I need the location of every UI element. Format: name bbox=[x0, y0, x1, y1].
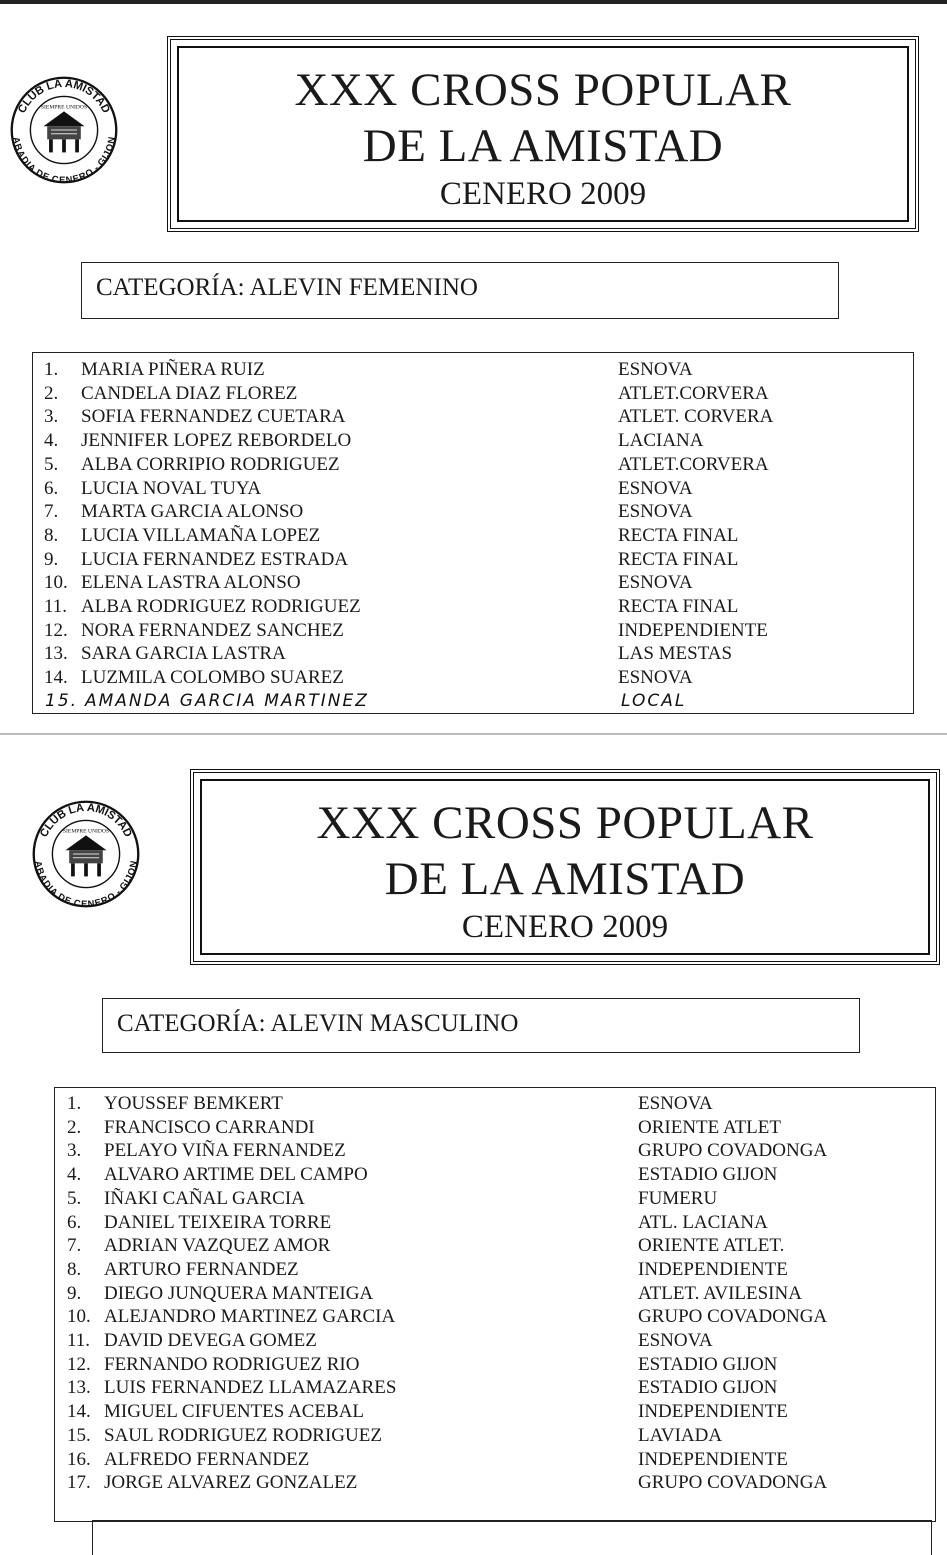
runner-name: ARTURO FERNANDEZ bbox=[104, 1258, 299, 1280]
club-name: FUMERU bbox=[638, 1187, 718, 1209]
list-item bbox=[55, 1376, 935, 1399]
runner-name: MARTA GARCIA ALONSO bbox=[81, 501, 304, 523]
club-name: ESNOVA bbox=[618, 667, 693, 689]
runner-name: CANDELA DIAZ FLOREZ bbox=[81, 382, 298, 404]
club-logo-seal bbox=[8, 74, 120, 186]
event-title-box bbox=[190, 769, 940, 965]
list-item bbox=[55, 1234, 935, 1257]
club-name: ATL. LACIANA bbox=[638, 1211, 768, 1233]
list-item bbox=[55, 1092, 935, 1115]
club-name: ORIENTE ATLET. bbox=[638, 1235, 785, 1257]
handwritten-list-item bbox=[33, 690, 913, 713]
club-name: ESNOVA bbox=[618, 572, 693, 594]
position-number: 9. bbox=[44, 548, 59, 570]
page-top-edge bbox=[0, 0, 947, 4]
list-item bbox=[33, 500, 913, 523]
runner-name: ALVARO ARTIME DEL CAMPO bbox=[104, 1164, 368, 1186]
logo-top-text: CLUB LA AMISTAD bbox=[16, 77, 112, 116]
position-number: 7. bbox=[44, 501, 59, 523]
position-number: 3. bbox=[44, 406, 59, 428]
runner-name: ALFREDO FERNANDEZ bbox=[104, 1448, 310, 1470]
event-title-line3: CENERO 2009 bbox=[461, 909, 669, 945]
category-label: CATEGORÍA: ALEVIN MASCULINO bbox=[117, 1010, 519, 1037]
position-number: 12. bbox=[44, 619, 68, 641]
club-name: ATLET. CORVERA bbox=[618, 406, 774, 428]
category-box bbox=[81, 262, 839, 319]
horreo-icon bbox=[30, 798, 142, 910]
position-number: 13. bbox=[67, 1377, 91, 1399]
page-separator bbox=[0, 733, 947, 735]
club-name: ATLET. AVILESINA bbox=[638, 1282, 802, 1304]
logo-bottom-text: ABADIA DE CENERO - GIJON bbox=[33, 860, 139, 910]
runner-name: IÑAKI CAÑAL GARCIA bbox=[104, 1187, 305, 1209]
event-title-line2: DE LA AMISTAD bbox=[362, 120, 724, 172]
club-name: ESTADIO GIJON bbox=[638, 1353, 778, 1375]
club-name: ORIENTE ATLET bbox=[638, 1116, 782, 1138]
runner-name: ALBA CORRIPIO RODRIGUEZ bbox=[81, 453, 340, 475]
position-number: 8. bbox=[44, 524, 59, 546]
position-number: 6. bbox=[44, 477, 59, 499]
position-number: 4. bbox=[67, 1164, 82, 1186]
logo-motto: SIEMPRE UNIDOS bbox=[62, 828, 110, 835]
list-item bbox=[55, 1400, 935, 1423]
list-item bbox=[55, 1329, 935, 1352]
runner-name: ALBA RODRIGUEZ RODRIGUEZ bbox=[81, 596, 361, 617]
club-name: ESNOVA bbox=[638, 1330, 713, 1351]
list-item bbox=[55, 1282, 935, 1305]
club-name: LAS MESTAS bbox=[618, 643, 733, 665]
club-name: ATLET.CORVERA bbox=[618, 382, 769, 404]
list-item bbox=[55, 1211, 935, 1234]
runner-name: LUCIA VILLAMAÑA LOPEZ bbox=[81, 524, 321, 546]
event-title-box bbox=[167, 36, 919, 232]
runner-name: LUZMILA COLOMBO SUAREZ bbox=[81, 667, 344, 689]
runner-name: ALEJANDRO MARTINEZ GARCIA bbox=[104, 1306, 396, 1328]
runner-name: ADRIAN VAZQUEZ AMOR bbox=[104, 1235, 331, 1257]
club-name: INDEPENDIENTE bbox=[638, 1401, 788, 1423]
runner-name: ELENA LASTRA ALONSO bbox=[81, 572, 301, 594]
position-number: 16. bbox=[67, 1448, 91, 1470]
next-section-box bbox=[92, 1520, 932, 1555]
event-title-line1: XXX CROSS POPULAR bbox=[316, 797, 814, 849]
club-name: GRUPO COVADONGA bbox=[638, 1472, 828, 1494]
club-name: ESTADIO GIJON bbox=[638, 1377, 778, 1399]
runner-name: DANIEL TEIXEIRA TORRE bbox=[104, 1211, 332, 1233]
club-name: RECTA FINAL bbox=[618, 596, 739, 617]
position-number: 10. bbox=[67, 1306, 91, 1328]
list-item bbox=[33, 642, 913, 665]
position-number: 8. bbox=[67, 1258, 82, 1280]
club-name: GRUPO COVADONGA bbox=[638, 1306, 828, 1328]
position-number: 7. bbox=[67, 1235, 82, 1257]
logo-bottom-text: ABADIA DE CENERO - GIJON bbox=[11, 136, 117, 186]
results-list bbox=[54, 1087, 936, 1522]
list-item bbox=[55, 1448, 935, 1471]
runner-name: JENNIFER LOPEZ REBORDELO bbox=[81, 430, 352, 452]
position-number: 13. bbox=[44, 643, 68, 665]
category-box bbox=[102, 998, 860, 1053]
position-number: 14. bbox=[67, 1401, 91, 1423]
position-number: 4. bbox=[44, 430, 59, 452]
position-number: 1. bbox=[67, 1093, 82, 1114]
runner-name: PELAYO VIÑA FERNANDEZ bbox=[104, 1140, 346, 1162]
club-name: RECTA FINAL bbox=[618, 548, 739, 570]
logo-top-text: CLUB LA AMISTAD bbox=[38, 801, 134, 840]
event-title-line3: CENERO 2009 bbox=[439, 176, 647, 212]
event-title-line2: DE LA AMISTAD bbox=[384, 853, 746, 905]
event-title-line1: XXX CROSS POPULAR bbox=[294, 64, 792, 116]
runner-name: LUCIA NOVAL TUYA bbox=[81, 477, 262, 499]
list-item bbox=[55, 1305, 935, 1328]
club-name: RECTA FINAL bbox=[618, 524, 739, 546]
runner-name: AMANDA GARCIA MARTINEZ bbox=[85, 690, 369, 711]
list-item bbox=[55, 1471, 935, 1494]
runner-name: DIEGO JUNQUERA MANTEIGA bbox=[104, 1282, 374, 1304]
runner-name: MIGUEL CIFUENTES ACEBAL bbox=[104, 1401, 365, 1423]
list-item bbox=[33, 477, 913, 500]
runner-name: SOFIA FERNANDEZ CUETARA bbox=[81, 406, 346, 428]
list-item bbox=[33, 595, 913, 618]
position-number: 5. bbox=[67, 1187, 82, 1209]
list-item bbox=[33, 666, 913, 689]
club-name: LACIANA bbox=[618, 430, 704, 452]
club-name: INDEPENDIENTE bbox=[638, 1448, 788, 1470]
club-name: ESNOVA bbox=[618, 501, 693, 523]
club-name: INDEPENDIENTE bbox=[638, 1258, 788, 1280]
position-number: 5. bbox=[44, 453, 59, 475]
runner-name: SARA GARCIA LASTRA bbox=[81, 643, 286, 665]
club-name: LAVIADA bbox=[638, 1424, 723, 1446]
position-number: 6. bbox=[67, 1211, 82, 1233]
position-number: 14. bbox=[44, 667, 68, 689]
position-number: 2. bbox=[67, 1116, 82, 1138]
list-item bbox=[33, 382, 913, 405]
club-name: ESNOVA bbox=[638, 1093, 713, 1114]
position-number: 3. bbox=[67, 1140, 82, 1162]
runner-name: DAVID DEVEGA GOMEZ bbox=[104, 1330, 317, 1351]
club-logo-seal bbox=[30, 798, 142, 910]
runner-name: JORGE ALVAREZ GONZALEZ bbox=[104, 1472, 358, 1494]
list-item bbox=[55, 1258, 935, 1281]
club-name: ATLET.CORVERA bbox=[618, 453, 769, 475]
position-number: 15. bbox=[45, 690, 79, 711]
runner-name: FRANCISCO CARRANDI bbox=[104, 1116, 315, 1138]
list-item bbox=[33, 429, 913, 452]
position-number: 1. bbox=[44, 359, 59, 380]
position-number: 11. bbox=[67, 1330, 91, 1351]
runner-name: YOUSSEF BEMKERT bbox=[104, 1093, 283, 1114]
list-item bbox=[55, 1353, 935, 1376]
club-name: INDEPENDIENTE bbox=[618, 619, 768, 641]
club-name: GRUPO COVADONGA bbox=[638, 1140, 828, 1162]
horreo-icon bbox=[8, 74, 120, 186]
list-item bbox=[55, 1139, 935, 1162]
runner-name: MARIA PIÑERA RUIZ bbox=[81, 359, 265, 380]
list-item bbox=[55, 1116, 935, 1139]
position-number: 11. bbox=[44, 596, 68, 617]
position-number: 10. bbox=[44, 572, 68, 594]
runner-name: LUCIA FERNANDEZ ESTRADA bbox=[81, 548, 349, 570]
list-item bbox=[33, 571, 913, 594]
list-item bbox=[33, 619, 913, 642]
position-number: 17. bbox=[67, 1472, 91, 1494]
list-item bbox=[33, 358, 913, 381]
position-number: 12. bbox=[67, 1353, 91, 1375]
list-item bbox=[55, 1163, 935, 1186]
runner-name: NORA FERNANDEZ SANCHEZ bbox=[81, 619, 344, 641]
list-item bbox=[33, 453, 913, 476]
club-name: ESTADIO GIJON bbox=[638, 1164, 778, 1186]
category-label: CATEGORÍA: ALEVIN FEMENINO bbox=[96, 274, 478, 301]
position-number: 15. bbox=[67, 1424, 91, 1446]
runner-name: LUIS FERNANDEZ LLAMAZARES bbox=[104, 1377, 397, 1399]
runner-name: SAUL RODRIGUEZ RODRIGUEZ bbox=[104, 1424, 382, 1446]
list-item bbox=[55, 1424, 935, 1447]
list-item bbox=[33, 405, 913, 428]
runner-name: FERNANDO RODRIGUEZ RIO bbox=[104, 1353, 360, 1375]
list-item bbox=[55, 1187, 935, 1210]
club-name: LOCAL bbox=[621, 690, 687, 711]
logo-motto: SIEMPRE UNIDOS bbox=[40, 104, 88, 111]
club-name: ESNOVA bbox=[618, 477, 693, 499]
position-number: 9. bbox=[67, 1282, 82, 1304]
position-number: 2. bbox=[44, 382, 59, 404]
list-item bbox=[33, 548, 913, 571]
club-name: ESNOVA bbox=[618, 359, 693, 380]
list-item bbox=[33, 524, 913, 547]
results-list bbox=[32, 352, 914, 714]
